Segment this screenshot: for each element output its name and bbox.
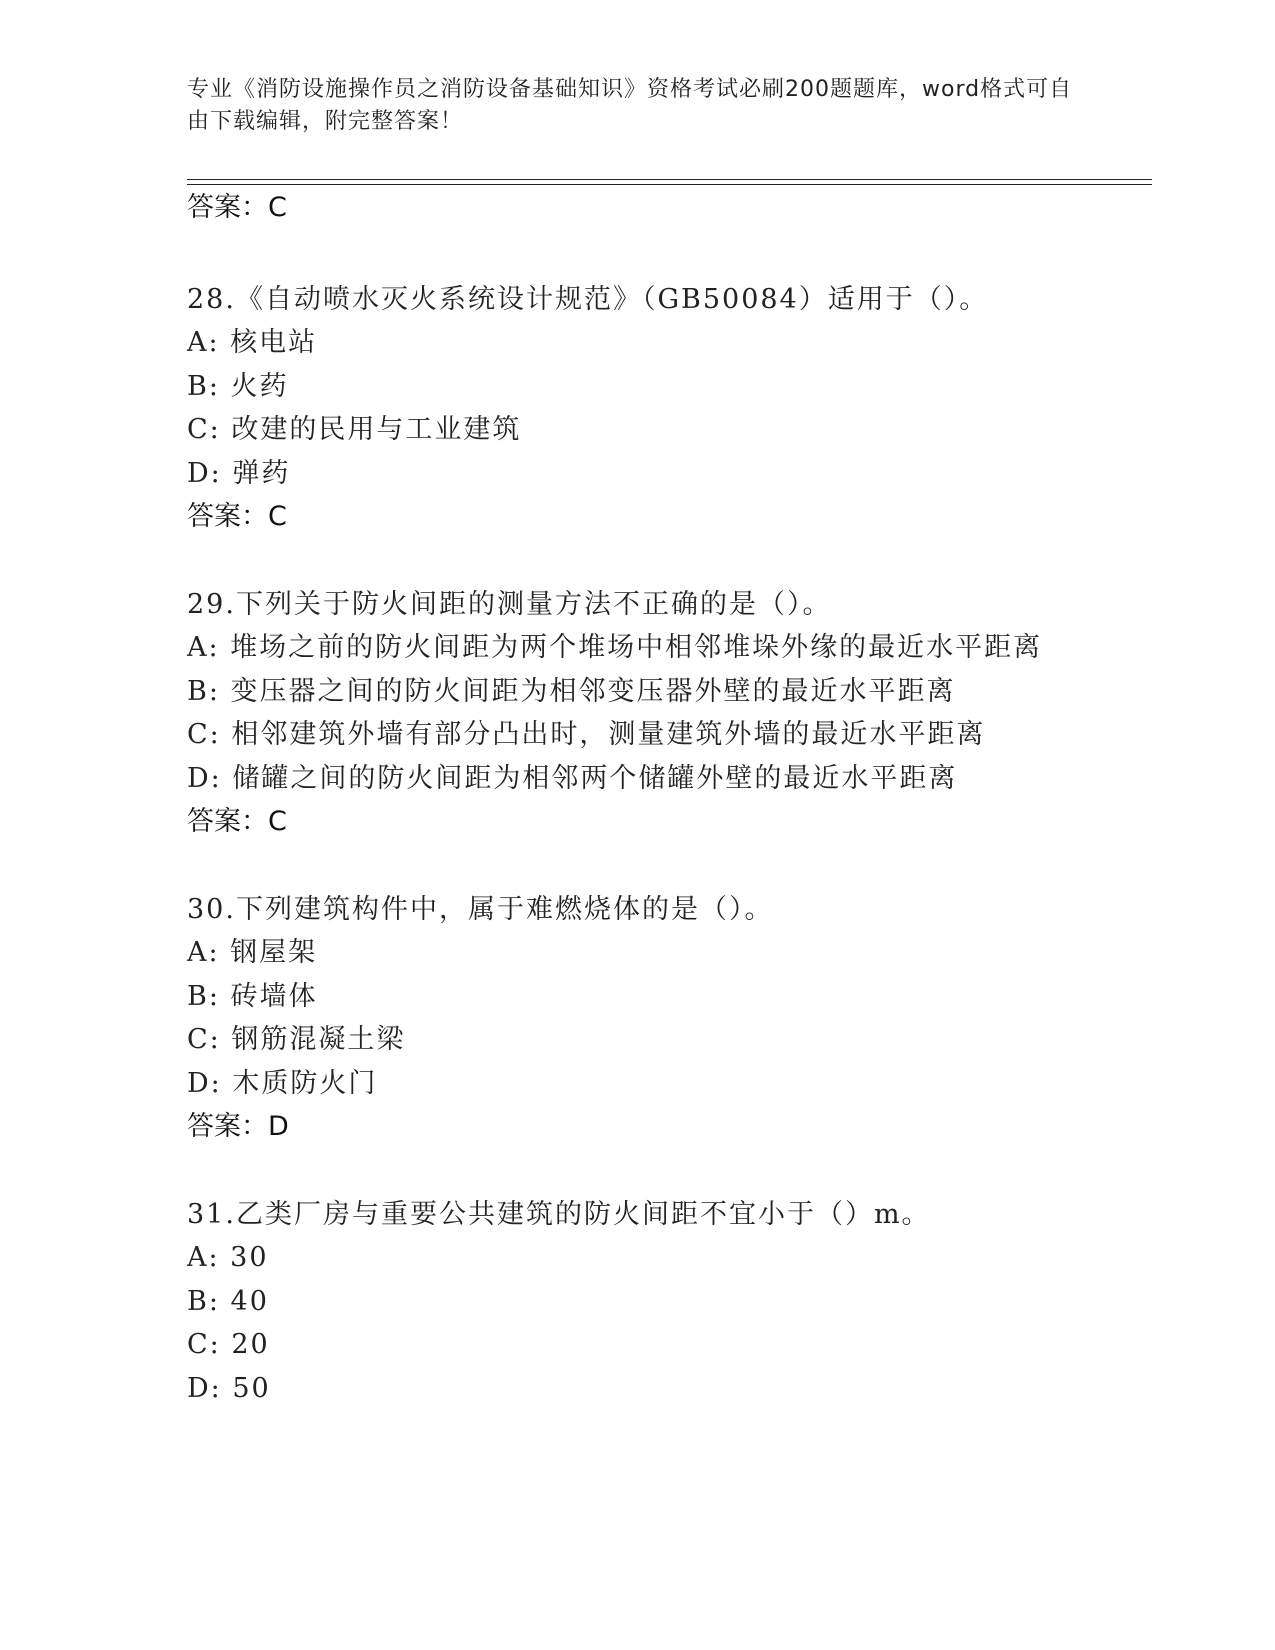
header-divider-bottom [187,184,1152,185]
question-stem: 28.《自动喷水灭火系统设计规范》（GB50084）适用于（）。 [187,284,989,315]
answer-line: 答案：C [187,806,287,837]
option-a: A: 30 [187,1242,269,1273]
option-d: D: 弹药 [187,458,291,489]
option-a: A: 核电站 [187,327,318,358]
option-b: B: 变压器之间的防火间距为相邻变压器外壁的最近水平距离 [187,676,956,707]
question-stem: 30.下列建筑构件中，属于难燃烧体的是（）。 [187,894,774,925]
option-a: A: 钢屋架 [187,937,318,968]
option-b: B: 砖墙体 [187,981,318,1012]
answer-line: 答案：C [187,501,287,532]
option-c: C: 钢筋混凝土梁 [187,1024,406,1055]
option-b: B: 40 [187,1286,269,1317]
option-c: C: 20 [187,1329,270,1360]
header-divider-top [187,179,1152,180]
option-a: A: 堆场之前的防火间距为两个堆场中相邻堆垛外缘的最近水平距离 [187,632,1043,663]
answer-line: 答案：D [187,1111,289,1142]
option-d: D: 木质防火门 [187,1068,378,1099]
answer-line: 答案：C [187,192,287,223]
document-header: 专业《消防设施操作员之消防设备基础知识》资格考试必刷200题题库，word格式可自由下载编辑，附完整答案！ [187,77,1073,134]
question-stem: 29.下列关于防火间距的测量方法不正确的是（）。 [187,589,832,620]
option-d: D: 储罐之间的防火间距为相邻两个储罐外壁的最近水平距离 [187,763,958,794]
option-c: C: 改建的民用与工业建筑 [187,414,522,445]
option-d: D: 50 [187,1373,271,1404]
option-b: B: 火药 [187,371,289,402]
question-stem: 31.乙类厂房与重要公共建筑的防火间距不宜小于（）m。 [187,1199,931,1230]
option-c: C: 相邻建筑外墙有部分凸出时，测量建筑外墙的最近水平距离 [187,719,986,750]
